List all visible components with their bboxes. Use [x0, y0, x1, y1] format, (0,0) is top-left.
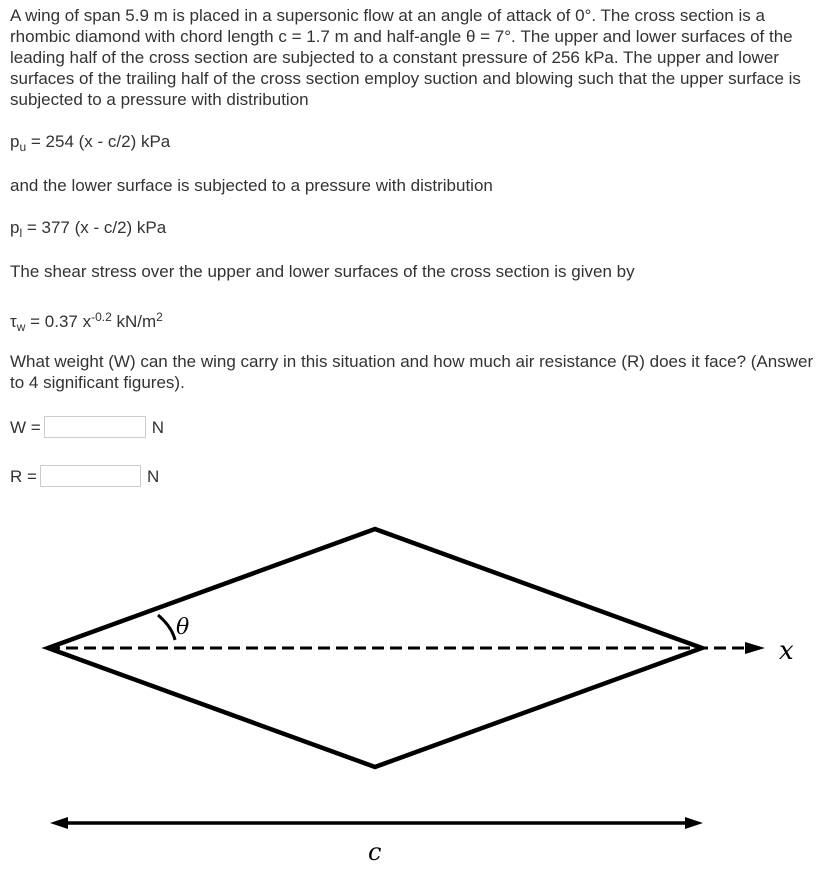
eq-subscript: w: [16, 320, 26, 334]
lower-pressure-equation: [10, 217, 166, 244]
problem-intro: A wing of span 5.9 m is placed in a supersonic flow at an angle of attack of 0°. The cross section is a rhombic diamond with chord length c = 1.7 m and half-angle θ = 7°. The upper and lower surfaces of the leading half of the cross section are subjected to a constant pressure of 256 kPa. The upper and lower surfaces of the trailing half of the cross section employ suction and blowing such that the upper surface is subjected to a pressure with distribution: [10, 6, 801, 109]
eq-expression: = 377 (x - c/2) kPa: [22, 218, 167, 237]
upper-pressure-equation: [10, 131, 170, 158]
weight-input[interactable]: [44, 416, 146, 438]
question-text: What weight (W) can the wing carry in this situation and how much air resistance (R) does it face? (Answer to 4 significant figures).: [10, 352, 814, 392]
resistance-unit: N: [146, 466, 160, 486]
eq-expression: = 254 (x - c/2) kPa: [26, 132, 171, 151]
shear-stress-equation: [10, 307, 163, 338]
diamond-airfoil-diagram: [0, 505, 825, 872]
resistance-answer-row: [10, 465, 159, 487]
axis-label-x: x: [779, 636, 794, 666]
resistance-label: R =: [10, 466, 37, 486]
eq-symbol: p: [10, 218, 20, 237]
eq-unit: kN/m: [111, 312, 157, 331]
eq-unit-exponent: 2: [156, 310, 163, 324]
chord-arrowhead-right: [685, 817, 703, 829]
chord-arrowhead-left: [50, 817, 68, 829]
angle-label-theta: θ: [176, 615, 190, 640]
weight-unit: N: [151, 417, 164, 437]
eq-symbol: p: [10, 132, 20, 151]
chord-label-c: c: [368, 838, 382, 866]
resistance-input[interactable]: [40, 465, 141, 487]
x-axis-arrowhead: [745, 642, 765, 654]
angle-arc: [158, 615, 175, 640]
eq-expression: = 0.37 x: [25, 312, 92, 331]
eq-subscript: u: [19, 140, 27, 154]
eq-subscript: l: [19, 226, 23, 240]
lower-surface-text: and the lower surface is subjected to a pressure with distribution: [10, 176, 493, 195]
shear-stress-text: The shear stress over the upper and lower surfaces of the cross section is given by: [10, 262, 635, 281]
eq-symbol: τ: [10, 312, 17, 331]
eq-exponent: -0.2: [91, 310, 112, 324]
weight-answer-row: [10, 416, 164, 438]
weight-label: W =: [10, 417, 41, 437]
